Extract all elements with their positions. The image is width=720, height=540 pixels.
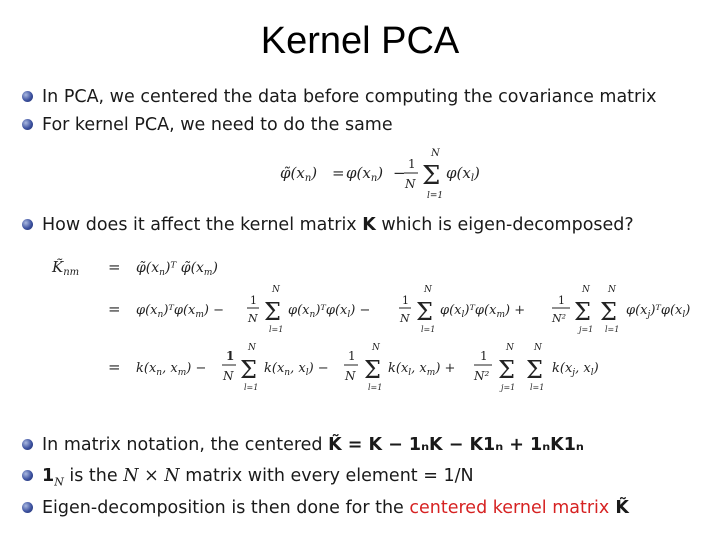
- svg-text:Σ: Σ: [600, 298, 617, 326]
- bullet-text: In PCA, we centered the data before computing the covariance matrix: [42, 87, 657, 107]
- bullet-dot-icon: [22, 219, 33, 230]
- svg-text:1: 1: [480, 349, 488, 363]
- row2-equals: =: [108, 300, 121, 318]
- bullet-dot-icon: [22, 470, 33, 481]
- bullet-dot-icon: [22, 119, 33, 130]
- sum-symbol: Σ: [422, 161, 441, 191]
- bullet-text-container: [42, 214, 634, 236]
- bullet-text-container: [42, 434, 584, 456]
- svg-text:N: N: [345, 369, 356, 383]
- row3-equals: =: [108, 358, 121, 376]
- row1-equals: =: [108, 258, 121, 276]
- bullet-text-post: matrix with every element = 1/N: [179, 466, 474, 486]
- svg-text:N: N: [582, 285, 590, 295]
- row1-content: $\varphĩ(x_n)ᵀ$ $\varphĩ(x_m)$: [136, 260, 218, 278]
- row2-term1: $\varphi(x_n)ᵀ\varphi(x_m)$ −: [136, 303, 225, 320]
- svg-text:Σ: Σ: [240, 356, 257, 384]
- row3-term4: $k(x_j$, $x_l$): [552, 361, 599, 378]
- svg-text:Σ: Σ: [364, 356, 381, 384]
- bullet-text-mid: is the: [63, 466, 124, 486]
- svg-text:j=1: j=1: [501, 383, 516, 392]
- centered-feature-equation: [280, 146, 480, 202]
- bullet-text-post: K̃: [609, 498, 629, 518]
- svg-text:N²: N²: [474, 369, 490, 383]
- bullet-text-post: which is eigen-decomposed?: [375, 215, 634, 235]
- svg-text:l=1: l=1: [244, 383, 259, 392]
- svg-text:1: 1: [402, 294, 409, 307]
- svg-text:l=1: l=1: [530, 383, 545, 392]
- sum-upper: N: [431, 148, 440, 159]
- minus-sign: −: [393, 164, 406, 182]
- svg-text:l=1: l=1: [269, 325, 284, 334]
- k-tilde-nm: $K̃_{nm}$: [52, 258, 80, 278]
- svg-text:N: N: [248, 312, 258, 325]
- bullet-text: For kernel PCA, we need to do the same: [42, 115, 393, 135]
- bullet-text-container: [42, 497, 629, 519]
- svg-text:1: 1: [250, 294, 257, 307]
- row2-term4: $\varphi(x_j)ᵀ\varphi(x_l)$: [626, 303, 691, 320]
- row3-term2: $k(x_n$, $x_l$) −: [264, 361, 329, 378]
- equals-sign: =: [332, 164, 345, 182]
- svg-text:N: N: [223, 369, 234, 383]
- centered-kernel-derivation: [50, 252, 718, 402]
- row2-term3: $\varphi(x_l)ᵀ\varphi(x_m)$ +: [440, 303, 526, 320]
- svg-text:j=1: j=1: [579, 325, 594, 334]
- fraction-numerator: 1: [408, 157, 416, 171]
- slide-title: Kernel PCA: [260, 20, 460, 62]
- n-by-n-formula: N × N: [123, 466, 180, 486]
- svg-text:1: 1: [348, 349, 356, 363]
- bullet-text-pre: In matrix notation, the centered: [42, 435, 329, 455]
- svg-text:1: 1: [558, 294, 565, 307]
- bullet-dot-icon: [22, 439, 33, 450]
- svg-text:N: N: [506, 343, 514, 353]
- svg-text:l=1: l=1: [368, 383, 383, 392]
- svg-text:N: N: [534, 343, 542, 353]
- svg-text:N: N: [400, 312, 410, 325]
- svg-text:Σ: Σ: [264, 298, 281, 326]
- svg-text:l=1: l=1: [605, 325, 620, 334]
- highlighted-text: centered kernel matrix: [409, 498, 610, 518]
- svg-text:Σ: Σ: [416, 298, 433, 326]
- ones-matrix-subscript: N: [54, 475, 64, 489]
- svg-text:N: N: [424, 285, 432, 295]
- fraction-denominator: N: [405, 177, 416, 191]
- svg-text:N: N: [608, 285, 616, 295]
- bullet-text-pre: Eigen-decomposition is then done for the: [42, 498, 410, 518]
- centered-kernel-formula: K̃ = K − 1ₙK − K1ₙ + 1ₙK1ₙ: [328, 435, 584, 455]
- kernel-matrix-symbol: K: [362, 215, 376, 235]
- row3-term3: $k(x_l$, $x_m$) +: [388, 361, 456, 378]
- bullet-text-pre: How does it affect the kernel matrix: [42, 215, 363, 235]
- bullet-text-container: [42, 465, 474, 494]
- svg-text:N: N: [372, 343, 380, 353]
- svg-text:Σ: Σ: [526, 356, 543, 384]
- svg-text:l=1: l=1: [421, 325, 436, 334]
- row3-term1: $k(x_n$, $x_m$) −: [136, 361, 207, 378]
- ones-matrix-symbol: 1: [42, 466, 55, 486]
- phi-tilde-lhs: $\varphĩ(x_n)$: [280, 164, 318, 184]
- svg-text:Σ: Σ: [498, 356, 515, 384]
- phi-rhs: $\varphi(x_n)$: [346, 164, 384, 184]
- svg-text:N: N: [248, 343, 256, 353]
- bullet-dot-icon: [22, 91, 33, 102]
- row2-term2: $\varphi(x_n)ᵀ\varphi(x_l)$ −: [288, 303, 371, 320]
- svg-text:N: N: [272, 285, 280, 295]
- phi-sum-term: $\varphi(x_l)$: [446, 164, 480, 184]
- svg-text:1: 1: [226, 349, 235, 363]
- svg-text:Σ: Σ: [574, 298, 591, 326]
- svg-text:N²: N²: [552, 312, 567, 325]
- sum-lower: l=1: [427, 191, 444, 201]
- bullet-dot-icon: [22, 502, 33, 513]
